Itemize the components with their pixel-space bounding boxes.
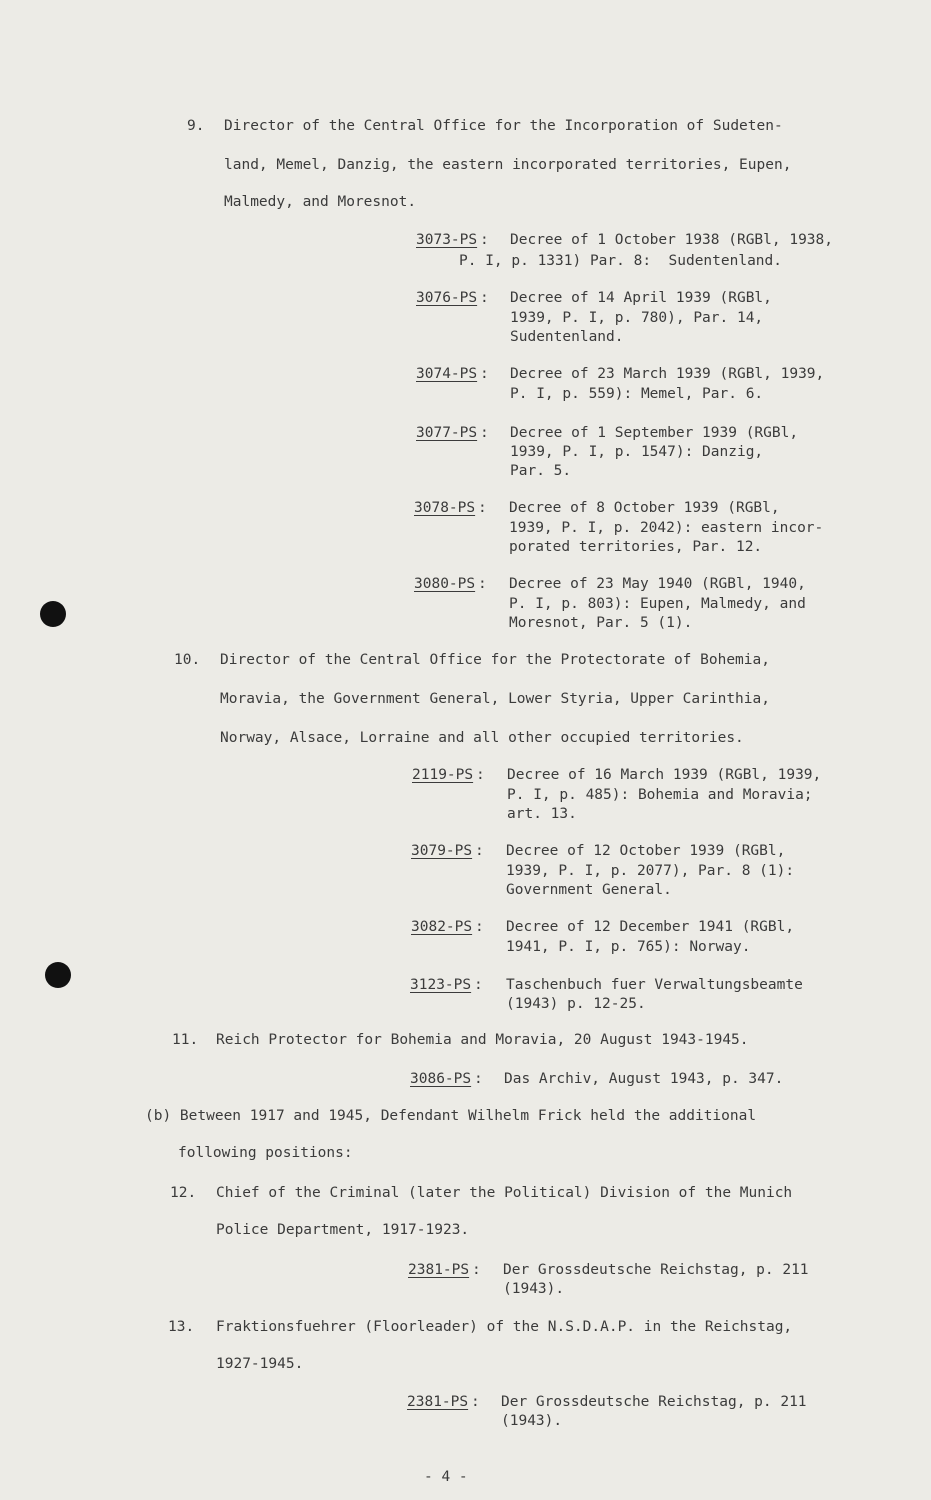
item-number: 11. xyxy=(172,1032,199,1048)
citation-ref: 3077-PS xyxy=(416,425,478,441)
citation-ref: 2381-PS xyxy=(408,1262,470,1278)
citation-text-line: Decree of 16 March 1939 (RGBl, 1939, xyxy=(507,767,822,783)
citation-text-line: Der Grossdeutsche Reichstag, p. 211 xyxy=(501,1394,807,1410)
citation-text-line: 1939, P. I, p. 2042): eastern incor- xyxy=(509,520,824,536)
item-text-line: Police Department, 1917-1923. xyxy=(216,1222,470,1238)
citation-text-line: Decree of 1 October 1938 (RGBl, 1938, xyxy=(510,232,834,248)
citation-ref: 2381-PS xyxy=(407,1394,469,1410)
item-number: 12. xyxy=(170,1185,197,1201)
citation-text-line: (1943). xyxy=(503,1281,565,1297)
citation-text-line: Decree of 12 October 1939 (RGBl, xyxy=(506,843,786,859)
item-text-line: Norway, Alsace, Lorraine and all other occupied territories. xyxy=(220,730,744,746)
item-text-line: Reich Protector for Bohemia and Moravia, 20 August 1943-1945. xyxy=(216,1032,749,1048)
citation-text-line: 1939, P. I, p. 1547): Danzig, xyxy=(510,444,764,460)
citation-text-line: Moresnot, Par. 5 (1). xyxy=(509,615,693,631)
citation-text-line: Decree of 12 December 1941 (RGBl, xyxy=(506,919,795,935)
item-text-line: Fraktionsfuehrer (Floorleader) of the N.S.D.A.P. in the Reichstag, xyxy=(216,1319,793,1335)
citation-ref: 3082-PS xyxy=(411,919,473,935)
citation-ref: 3086-PS xyxy=(410,1071,472,1087)
section-b-line: following positions: xyxy=(178,1145,353,1161)
item-text-line: Director of the Central Office for the Incorporation of Sudeten- xyxy=(224,118,783,134)
citation-text-line: (1943) p. 12-25. xyxy=(506,996,646,1012)
item-text-line: Director of the Central Office for the Protectorate of Bohemia, xyxy=(220,652,770,668)
citation-text-line: P. I, p. 485): Bohemia and Moravia; xyxy=(507,787,813,803)
citation-text-line: Government General. xyxy=(506,882,672,898)
citation-text-line: (1943). xyxy=(501,1413,563,1429)
citation-text-line: Par. 5. xyxy=(510,463,572,479)
citation-text-line: Der Grossdeutsche Reichstag, p. 211 xyxy=(503,1262,809,1278)
page-number: - 4 - xyxy=(424,1469,468,1485)
citation-ref: 3074-PS xyxy=(416,366,478,382)
citation-text-line: Decree of 23 May 1940 (RGBl, 1940, xyxy=(509,576,806,592)
citation-text-line: 1939, P. I, p. 780), Par. 14, xyxy=(510,310,764,326)
item-text-line: Moravia, the Government General, Lower Styria, Upper Carinthia, xyxy=(220,691,770,707)
citation-ref: 3123-PS xyxy=(410,977,472,993)
citation-text-line: Taschenbuch fuer Verwaltungsbeamte xyxy=(506,977,803,993)
citation-text-line: Sudentenland. xyxy=(510,329,624,345)
citation-text-line: porated territories, Par. 12. xyxy=(509,539,763,555)
citation-text-line: Decree of 8 October 1939 (RGBl, xyxy=(509,500,780,516)
item-text-line: Chief of the Criminal (later the Political) Division of the Munich xyxy=(216,1185,793,1201)
item-text-line: land, Memel, Danzig, the eastern incorporated territories, Eupen, xyxy=(224,157,792,173)
citation-text-line: P. I, p. 1331) Par. 8: Sudentenland. xyxy=(459,253,783,269)
citation-text-line: Decree of 1 September 1939 (RGBl, xyxy=(510,425,799,441)
citation-text-line: Decree of 14 April 1939 (RGBl, xyxy=(510,290,772,306)
citation-text-line: 1939, P. I, p. 2077), Par. 8 (1): xyxy=(506,863,795,879)
punch-hole xyxy=(40,601,66,627)
citation-ref: 3080-PS xyxy=(414,576,476,592)
item-text-line: 1927-1945. xyxy=(216,1356,304,1372)
item-number: 9. xyxy=(187,118,205,134)
citation-ref: 2119-PS xyxy=(412,767,474,783)
punch-hole xyxy=(45,962,71,988)
citation-ref: 3073-PS xyxy=(416,232,478,248)
item-number: 13. xyxy=(168,1319,195,1335)
citation-ref: 3079-PS xyxy=(411,843,473,859)
citation-text-line: P. I, p. 803): Eupen, Malmedy, and xyxy=(509,596,806,612)
item-text-line: Malmedy, and Moresnot. xyxy=(224,194,417,210)
document-page: 9. Director of the Central Office for the Incorporation of Sudeten- land, Memel, Danzig, the eastern incorporated territories, Eupen, Malmedy, and Moresnot. 3073-PS : Decree of 1 October 1938 (RGBl, 1938, P. I, p. 1331) Par. 8: Sudentenland. 3076-PS : Decree of 14 April 1939 (RGBl, 1939, P. I, p. 780), Par. 14, Sudentenland. 3074-PS : Decree of 23 March 1939 (RGBl, 1939, P. I, p. 559): Memel, Par. 6. 3077-PS : Decree of 1 September 1939 (RGBl, 1939, P. I, p. 1547): Danzig, Par. 5. 3078-PS : Decree of 8 October 1939 (RGBl, 1939, P. I, p. 2042): eastern incor- porated territories, Par. 12. 3080-PS : Decree of 23 May 1940 (RGBl, 1940, P. I, p. 803): Eupen, Malmedy, and Moresnot, Par. 5 (1). 10. Director of the Central Office for the Protectorate of Bohemia, Moravia, the Government General, Lower Styria, Upper Carinthia, Norway, Alsace, Lorraine and all other occupied territories. 2119-PS : Decree of 16 March 1939 (RGBl, 1939, P. I, p. 485): Bohemia and Moravia; art. 13. 3079-PS : Decree of 12 October 1939 (RGBl, 1939, P. I, p. 2077), Par. 8 (1): Government General. 3082-PS : Decree of 12 December 1941 (RGBl, 1941, P. I, p. 765): Norway. 3123-PS : Taschenbuch fuer Verwaltungsbeamte (1943) p. 12-25. 11. Reich Protector for Bohemia and Moravia, 20 August 1943-1945. 3086-PS : Das Archiv, August 1943, p. 347. (b) Between 1917 and 1945, Defendant Wilhelm Frick held the additional following positions: 12. Chief of the Criminal (later the Political) Division of the Munich Police Department, 1917-1923. 2381-PS : Der Grossdeutsche Reichstag, p. 211 (1943). 13. Fraktionsfuehrer (Floorleader) of the N.S.D.A.P. in the Reichstag, 1927-1945. 2381-PS : Der Grossdeutsche Reichstag, p. 211 (1943). - 4 - xyxy=(0,0,931,1500)
citation-text-line: P. I, p. 559): Memel, Par. 6. xyxy=(510,386,764,402)
item-number: 10. xyxy=(174,652,201,668)
citation-text-line: Decree of 23 March 1939 (RGBl, 1939, xyxy=(510,366,825,382)
citation-text-line: Das Archiv, August 1943, p. 347. xyxy=(504,1071,784,1087)
citation-ref: 3078-PS xyxy=(414,500,476,516)
citation-text-line: 1941, P. I, p. 765): Norway. xyxy=(506,939,751,955)
section-b-line: (b) Between 1917 and 1945, Defendant Wilhelm Frick held the additional xyxy=(145,1108,757,1124)
citation-text-line: art. 13. xyxy=(507,806,577,822)
citation-ref: 3076-PS xyxy=(416,290,478,306)
